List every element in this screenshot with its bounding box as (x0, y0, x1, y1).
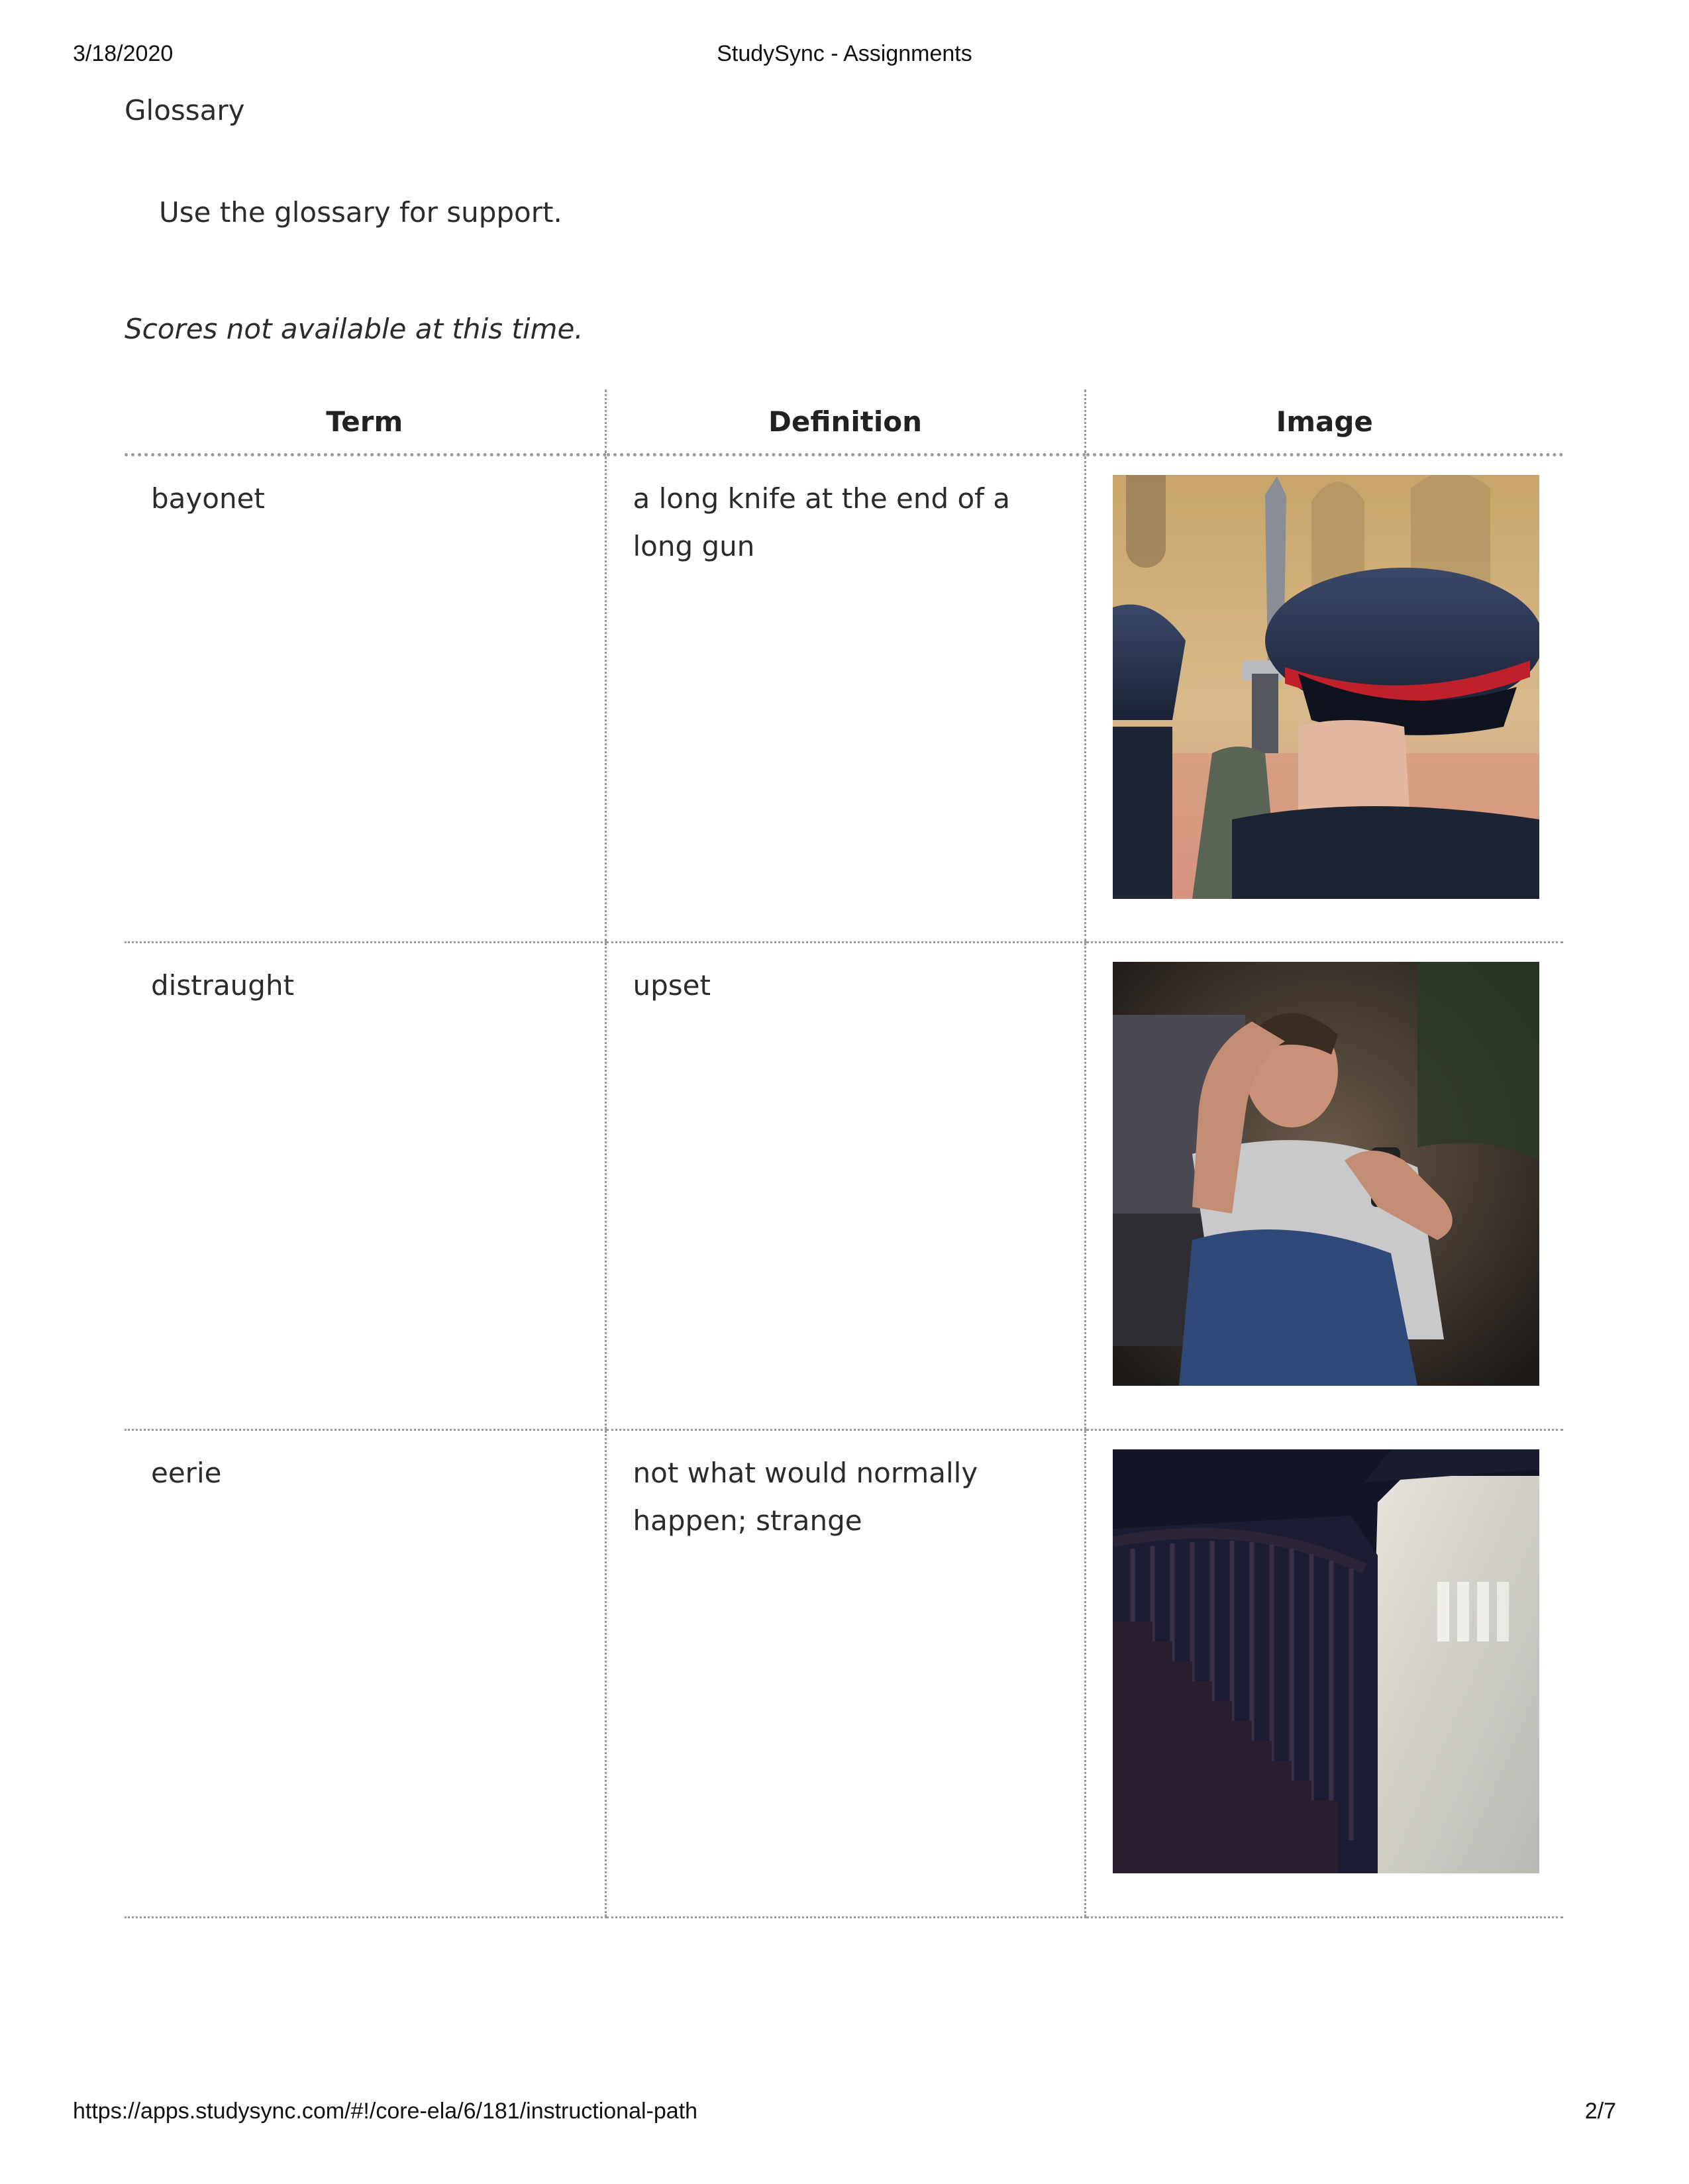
table-row (125, 455, 1563, 943)
page-number: 2/7 (1584, 2099, 1616, 2124)
soldiers-with-bayonet-photo (1113, 475, 1539, 899)
dark-staircase-photo (1113, 1449, 1539, 1873)
term-cell: bayonet (125, 455, 605, 943)
scores-note: Scores not available at this time. (125, 313, 584, 345)
column-header-definition: Definition (605, 390, 1085, 455)
column-header-image: Image (1085, 390, 1563, 455)
print-url: https://apps.studysync.com/#!/core-ela/6/181/instructional-path (73, 2099, 698, 2124)
section-title: Glossary (125, 94, 245, 127)
print-page-title: StudySync - Assignments (717, 41, 972, 66)
definition-cell: upset (605, 943, 1085, 1430)
table-row (125, 1430, 1563, 1918)
instructions-text: Use the glossary for support. (159, 196, 562, 229)
definition-cell: a long knife at the end of a long gun (605, 455, 1085, 943)
image-cell (1085, 943, 1563, 1430)
image-cell (1085, 455, 1563, 943)
term-cell: eerie (125, 1430, 605, 1918)
upset-man-with-phone-photo (1113, 962, 1539, 1386)
column-header-term: Term (125, 390, 605, 455)
term-cell: distraught (125, 943, 605, 1430)
glossary-table (125, 390, 1563, 1918)
table-header-row (125, 390, 1563, 455)
table-row (125, 943, 1563, 1430)
image-cell (1085, 1430, 1563, 1918)
print-date: 3/18/2020 (73, 41, 174, 66)
definition-cell: not what would normally happen; strange (605, 1430, 1085, 1918)
